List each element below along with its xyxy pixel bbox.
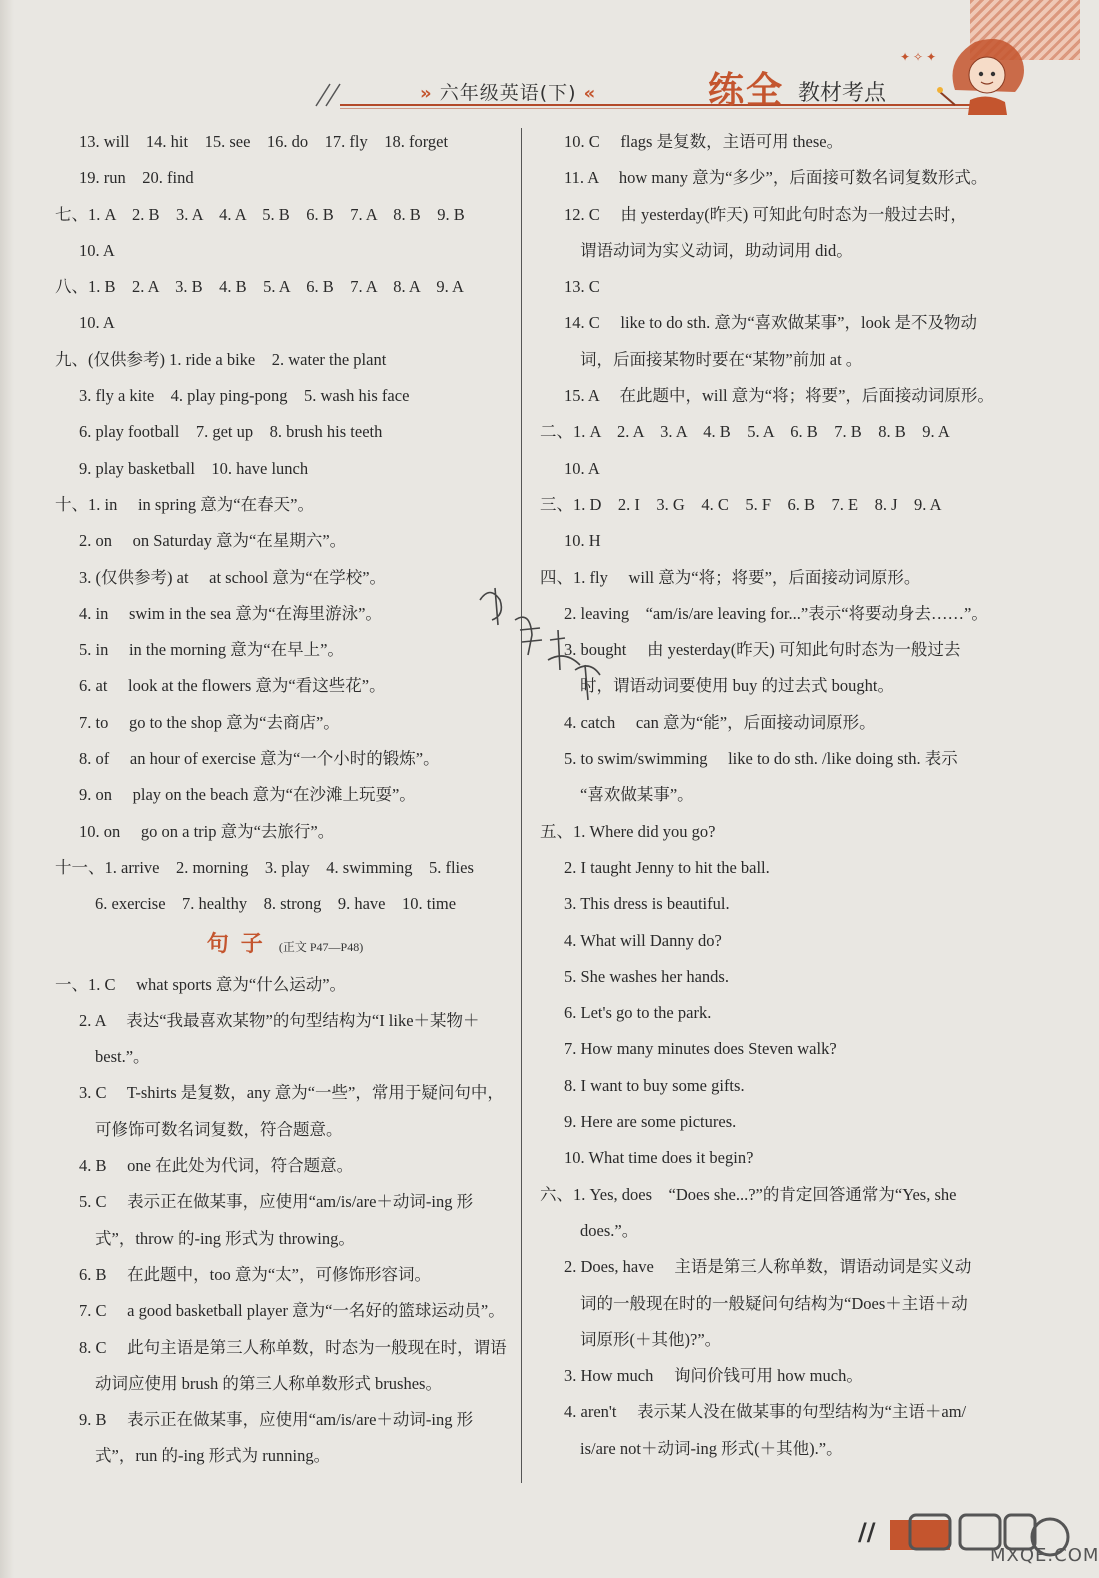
section-number: 七、 — [55, 204, 88, 224]
answer-line — [540, 1068, 1000, 1104]
header-rule-thin — [340, 108, 1000, 109]
answer-line — [55, 850, 515, 886]
answer-line — [540, 1031, 1000, 1067]
answer-line — [540, 1431, 1000, 1467]
answer-text: 5. C 表示正在做某事，应使用“am/is/are＋动词-ing 形 — [79, 1192, 474, 1212]
answer-text: 13. C — [564, 277, 600, 297]
answer-line — [55, 1148, 515, 1184]
answer-text: 2. leaving “am/is/are leaving for...”表示“将要动身去……”。 — [564, 603, 988, 623]
answer-line — [55, 1330, 515, 1366]
section-number: 六、 — [540, 1184, 573, 1204]
answer-text: 13. will 14. hit 15. see 16. do 17. fly 18. forget — [79, 132, 449, 151]
answer-list-vocabulary — [55, 124, 515, 923]
answer-text: best.”。 — [95, 1047, 150, 1067]
answer-text: 9. play basketball 10. have lunch — [79, 458, 309, 478]
answer-text: 2. I taught Jenny to hit the ball. — [564, 857, 770, 877]
answer-text: 6. exercise 7. healthy 8. strong 9. have 10. time — [95, 894, 457, 914]
answer-text: 4. in swim in the sea 意为“在海里游泳”。 — [79, 603, 382, 623]
answer-line — [55, 1402, 515, 1438]
answer-text: 1. A 2. A 3. A 4. B 5. A 6. B 7. B 8. B 9. A — [573, 422, 950, 442]
answer-line — [540, 777, 1000, 813]
answer-line — [55, 1366, 515, 1402]
watermark-text: MXQE.COM — [990, 1545, 1099, 1566]
book-title — [420, 78, 596, 105]
answer-text: 2. Does, have 主语是第三人称单数，谓语动词是实义动 — [564, 1257, 972, 1277]
right-column — [540, 124, 1000, 1467]
answer-line — [540, 741, 1000, 777]
answer-line — [55, 668, 515, 704]
answer-line — [540, 1286, 1000, 1322]
answer-line — [55, 451, 515, 487]
answer-text: 1. arrive 2. morning 3. play 4. swimming 5. flies — [104, 857, 474, 877]
answer-line — [55, 1112, 515, 1148]
answer-text: 词，后面接某物时要在“某物”前加 at 。 — [580, 349, 863, 369]
double-left-arrow-icon: « — [583, 83, 597, 104]
answer-text: 谓语动词为实义动词，助动词用 did。 — [580, 240, 853, 260]
answer-text: 10. A — [564, 458, 600, 478]
brand-title: 练全 — [708, 70, 785, 111]
answer-line — [55, 1293, 515, 1329]
answer-line — [540, 342, 1000, 378]
stars-icon: ✦ ✧ ✦ — [900, 50, 937, 64]
section-number: 三、 — [540, 494, 573, 514]
section-page-ref: (正文 P47—P48) — [278, 939, 364, 954]
answer-text: 3. (仅供参考) at at school 意为“在学校”。 — [79, 567, 387, 587]
section-number: 十、 — [55, 494, 88, 514]
answer-text: 7. to go to the shop 意为“去商店”。 — [79, 712, 340, 732]
answer-line — [55, 197, 515, 233]
answer-text: 4. catch can 意为“能”，后面接动词原形。 — [564, 712, 876, 732]
answer-text: 1. C what sports 意为“什么运动”。 — [88, 974, 347, 994]
mascot-girl-icon — [935, 30, 1035, 115]
answer-line — [55, 1003, 515, 1039]
answer-line — [55, 1039, 515, 1075]
section-number: 十一、 — [55, 857, 105, 877]
answer-text: 1. D 2. I 3. G 4. C 5. F 6. B 7. E 8. J 9. A — [573, 494, 942, 514]
answer-text: 1. A 2. B 3. A 4. A 5. B 6. B 7. A 8. B 9. B — [88, 204, 465, 224]
answer-text: 1. B 2. A 3. B 4. B 5. A 6. B 7. A 8. A 9. A — [88, 277, 464, 297]
answer-text: 6. play football 7. get up 8. brush his teeth — [79, 422, 383, 442]
section-number: 九、 — [55, 349, 88, 369]
answer-line — [55, 523, 515, 559]
answer-text: 10. A — [79, 240, 115, 260]
answer-text: 1. Where did you go? — [573, 821, 716, 841]
brand-subtitle: 教材考点 — [798, 81, 887, 106]
answer-list-right — [540, 124, 1000, 1467]
answer-text: 7. C a good basketball player 意为“一名好的篮球运动员”。 — [79, 1301, 505, 1321]
answer-text: 4. aren't 表示某人没在做某事的句型结构为“主语＋am/ — [564, 1402, 967, 1422]
section-number: 五、 — [540, 821, 573, 841]
answer-line — [55, 967, 515, 1003]
answer-line — [540, 1358, 1000, 1394]
answer-line — [540, 1394, 1000, 1430]
answer-text: 9. B 表示正在做某事，应使用“am/is/are＋动词-ing 形 — [79, 1410, 474, 1430]
answer-text: 8. C 此句主语是第三人称单数，时态为一般现在时，谓语 — [79, 1337, 507, 1357]
answer-text: 3. bought 由 yesterday(昨天) 可知此句时态为一般过去 — [564, 640, 961, 660]
answer-text: 9. Here are some pictures. — [564, 1112, 737, 1132]
answer-line — [55, 1184, 515, 1220]
answer-line — [540, 814, 1000, 850]
answer-text: 8. I want to buy some gifts. — [564, 1075, 745, 1095]
answer-text: 式”，run 的-ing 形式为 running。 — [95, 1446, 331, 1466]
answer-text: 10. What time does it begin? — [564, 1148, 754, 1168]
answer-line — [55, 705, 515, 741]
answer-line — [540, 923, 1000, 959]
answer-text: 4. B one 在此处为代词，符合题意。 — [79, 1156, 354, 1176]
answer-line — [55, 487, 515, 523]
answer-line — [540, 305, 1000, 341]
answer-line — [540, 523, 1000, 559]
handwriting-scribble — [470, 580, 630, 710]
answer-line — [55, 632, 515, 668]
answer-list-sentences — [55, 967, 515, 1475]
page-edge — [0, 0, 14, 1578]
answer-text: 5. She washes her hands. — [564, 966, 729, 986]
answer-line — [540, 995, 1000, 1031]
answer-text: 式”，throw 的-ing 形式为 throwing。 — [95, 1228, 355, 1248]
answer-text: 可修饰可数名词复数，符合题意。 — [95, 1119, 343, 1139]
answer-text: 9. on play on the beach 意为“在沙滩上玩耍”。 — [79, 785, 416, 805]
answer-text: 6. at look at the flowers 意为“看这些花”。 — [79, 676, 386, 696]
answer-line — [540, 1249, 1000, 1285]
answer-text: “喜欢做某事”。 — [580, 785, 694, 805]
answer-text: 5. to swim/swimming like to do sth. /like doing sth. 表示 — [564, 749, 958, 769]
answer-text: 3. This dress is beautiful. — [564, 894, 730, 914]
answer-line — [540, 886, 1000, 922]
answer-line — [540, 1177, 1000, 1213]
answer-text: 5. in in the morning 意为“在早上”。 — [79, 640, 344, 660]
left-column — [55, 124, 515, 1475]
answer-text: 6. Let's go to the park. — [564, 1003, 712, 1023]
answer-line — [540, 487, 1000, 523]
answer-text: 2. on on Saturday 意为“在星期六”。 — [79, 531, 347, 551]
answer-text: (仅供参考) 1. ride a bike 2. water the plant — [88, 349, 387, 369]
answer-line — [540, 1213, 1000, 1249]
column-divider — [521, 128, 522, 1483]
answer-text: 10. A — [79, 313, 115, 333]
answer-text: 11. A how many 意为“多少”，后面接可数名词复数形式。 — [564, 168, 988, 188]
answer-line — [55, 777, 515, 813]
answer-line — [540, 1322, 1000, 1358]
answer-text: does.”。 — [580, 1220, 639, 1240]
answer-line — [55, 1221, 515, 1257]
answer-line — [540, 269, 1000, 305]
answer-line — [55, 596, 515, 632]
answer-line — [540, 124, 1000, 160]
answer-line — [55, 160, 515, 196]
answer-line — [540, 378, 1000, 414]
answer-line — [55, 1257, 515, 1293]
answer-line — [540, 160, 1000, 196]
answer-text: 7. How many minutes does Steven walk? — [564, 1039, 837, 1059]
answer-text: 3. C T-shirts 是复数，any 意为“一些”，常用于疑问句中， — [79, 1083, 504, 1103]
answer-text: 动词应使用 brush 的第三人称单数形式 brushes。 — [95, 1373, 442, 1393]
answer-text: 19. run 20. find — [79, 168, 194, 188]
answer-text: 1. in in spring 意为“在春天”。 — [88, 494, 314, 514]
answer-line — [55, 378, 515, 414]
section-number: 四、 — [540, 567, 573, 587]
answer-line — [540, 414, 1000, 450]
page-header — [0, 0, 1080, 120]
answer-text: 2. A 表达“我最喜欢某物”的句型结构为“I like＋某物＋ — [79, 1010, 480, 1030]
answer-text: 12. C 由 yesterday(昨天) 可知此句时态为一般过去时， — [564, 204, 967, 224]
book-title-text: 六年级英语(下) — [439, 82, 577, 104]
answer-text: 1. Yes, does “Does she...?”的肯定回答通常为“Yes, she — [573, 1184, 957, 1204]
answer-line — [540, 1104, 1000, 1140]
answer-text: 词原形(＋其他)?”。 — [580, 1329, 722, 1349]
answer-line — [55, 233, 515, 269]
section-number: 一、 — [55, 974, 88, 994]
answer-text: 3. fly a kite 4. play ping-pong 5. wash his face — [79, 386, 410, 406]
answer-text: 词的一般现在时的一般疑问句结构为“Does＋主语＋动 — [580, 1293, 968, 1313]
answer-line — [55, 1438, 515, 1474]
double-right-arrow-icon: » — [420, 83, 433, 104]
answer-line — [55, 269, 515, 305]
section-title: 句子 — [206, 931, 275, 957]
answer-text: 10. C flags 是复数，主语可用 these。 — [564, 132, 844, 151]
answer-text: 15. A 在此题中，will 意为“将；将要”，后面接动词原形。 — [564, 386, 994, 406]
answer-text: 10. on go on a trip 意为“去旅行”。 — [79, 821, 335, 841]
answer-line — [540, 850, 1000, 886]
answer-line — [55, 1075, 515, 1111]
answer-line — [55, 124, 515, 160]
answer-line — [540, 451, 1000, 487]
section-number: 二、 — [540, 422, 573, 442]
answer-line — [540, 705, 1000, 741]
answer-text: 14. C like to do sth. 意为“喜欢做某事”，look 是不及物动 — [564, 313, 977, 333]
answer-text: 3. How much 询问价钱可用 how much。 — [564, 1366, 863, 1386]
answer-line — [540, 959, 1000, 995]
answer-line — [55, 741, 515, 777]
answer-line — [55, 342, 515, 378]
section-heading — [55, 923, 515, 967]
answer-line — [55, 414, 515, 450]
section-number: 八、 — [55, 277, 88, 297]
answer-line — [540, 197, 1000, 233]
answer-text: 6. B 在此题中，too 意为“太”，可修饰形容词。 — [79, 1264, 431, 1284]
answer-text: 10. H — [564, 531, 601, 551]
answer-text: 时，谓语动词要使用 buy 的过去式 bought。 — [580, 676, 894, 696]
answer-text: is/are not＋动词-ing 形式(＋其他).”。 — [580, 1438, 843, 1458]
answer-line — [55, 305, 515, 341]
answer-line — [55, 886, 515, 922]
answer-text: 1. fly will 意为“将；将要”，后面接动词原形。 — [573, 567, 921, 587]
answer-text: 8. of an hour of exercise 意为“一个小时的锻炼”。 — [79, 749, 440, 769]
answer-text: 4. What will Danny do? — [564, 930, 722, 950]
answer-line — [540, 233, 1000, 269]
page-marker: // — [858, 1518, 876, 1546]
answer-line — [55, 814, 515, 850]
answer-line — [540, 1140, 1000, 1176]
answer-line — [55, 560, 515, 596]
